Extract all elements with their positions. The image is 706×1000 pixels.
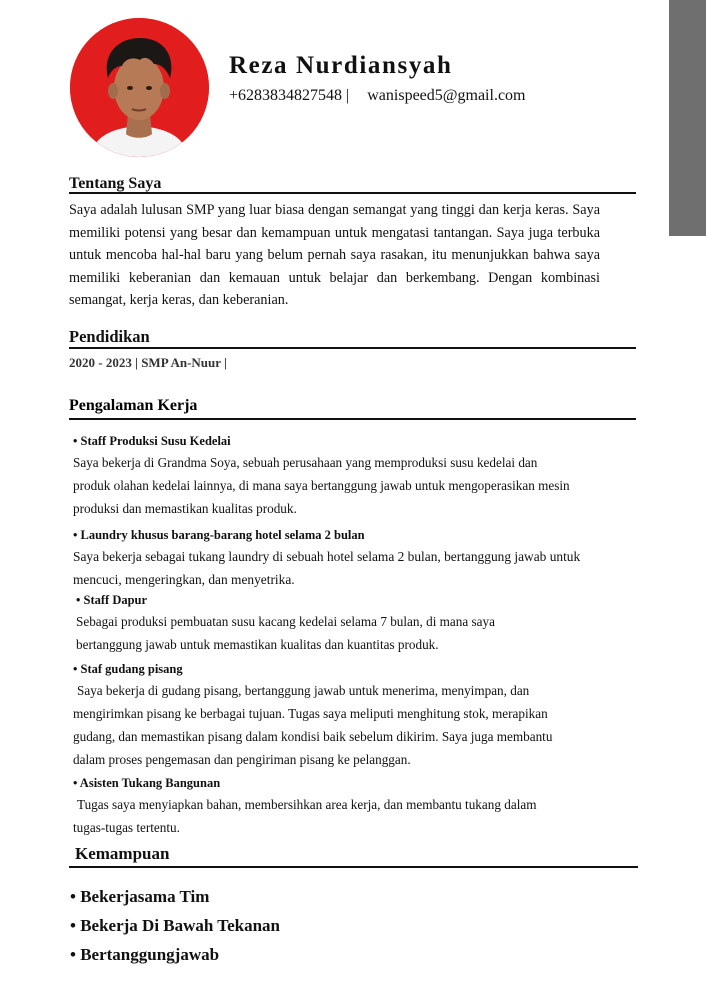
job-title: • Asisten Tukang Bangunan [73,776,221,790]
avatar [70,18,209,157]
email-address: wanispeed5@gmail.com [367,87,526,104]
job-title: • Laundry khusus barang-barang hotel selama 2 bulan [73,528,365,542]
page-scrollbar[interactable] [669,0,706,236]
about-section-title: Tentang Saya [69,175,162,192]
education-entry: 2020 - 2023 | SMP An-Nuur | [69,355,227,370]
job-line: Saya bekerja di Grandma Soya, sebuah perusahaan yang memproduksi susu kedelai dan [73,455,538,470]
job-description [73,451,570,520]
skill-item: • Bekerjasama Tim [70,887,210,906]
experience-divider [69,418,636,420]
skill-item: • Bertanggungjawab [70,945,220,964]
profile-photo [70,18,209,157]
contact-line [229,87,525,105]
job-line: mengirimkan pisang ke berbagai tujuan. Tugas saya meliputi menghitung stok, merapikan [73,706,548,721]
about-divider [69,192,636,194]
phone-number: +6283834827548 | [229,87,350,104]
job-line: mencuci, mengeringkan, dan menyetrika. [73,572,295,587]
education-section-title: Pendidikan [69,327,150,346]
experience-title-text: Pengalaman Kerja [69,397,198,414]
skills-section-title: Kemampuan [75,844,170,863]
job-line: tugas-tugas tertentu. [73,820,180,835]
job-line: bertanggung jawab untuk memastikan kualitas dan kuantitas produk. [76,637,439,652]
job-title: • Staff Produksi Susu Kedelai [73,434,231,448]
job-line: Saya bekerja sebagai tukang laundry di sebuah hotel selama 2 bulan, bertanggung jawab untuk [73,549,581,564]
job-description [73,679,552,771]
education-divider [69,347,636,349]
job-title: • Staff Dapur [76,593,148,607]
job-title: • Staf gudang pisang [73,662,183,676]
job-line: Sebagai produksi pembuatan susu kacang kedelai selama 7 bulan, di mana saya [76,614,495,629]
job-line: Tugas saya menyiapkan bahan, membersihkan area kerja, dan membantu tukang dalam [77,797,537,812]
job-line: dalam proses pengemasan dan pengiriman pisang ke pelanggan. [73,752,411,767]
skills-divider [69,866,638,868]
job-description [73,545,580,591]
job-line: Saya bekerja di gudang pisang, bertanggung jawab untuk menerima, menyimpan, dan [77,683,530,698]
skill-item: • Bekerja Di Bawah Tekanan [70,916,280,935]
job-description [73,793,536,839]
experience-section-title [69,397,197,415]
candidate-name: Reza Nurdiansyah [229,52,453,79]
job-line: produk olahan kedelai lainnya, di mana saya bertanggung jawab untuk mengoperasikan mesin [73,478,570,493]
about-text: Saya adalah lulusan SMP yang luar biasa dengan semangat yang tinggi dan kerja keras. Saya memiliki potensi yang besar dan kemampuan untuk mengatasi tantangan. Saya juga terbuka untuk mencoba hal-hal baru yang belum pernah saya rasakan, itu menunjukkan bahwa saya memiliki keberanian dan kemauan untuk belajar dan berkembang. Dengan kombinasi semangat, kerja keras, dan keberanian. [69,202,600,309]
job-description [76,610,495,656]
job-line: produksi dan memastikan kualitas produk. [73,501,297,516]
job-line: gudang, dan memastikan pisang dalam kondisi baik sebelum dikirim. Saya juga membantu [73,729,553,744]
